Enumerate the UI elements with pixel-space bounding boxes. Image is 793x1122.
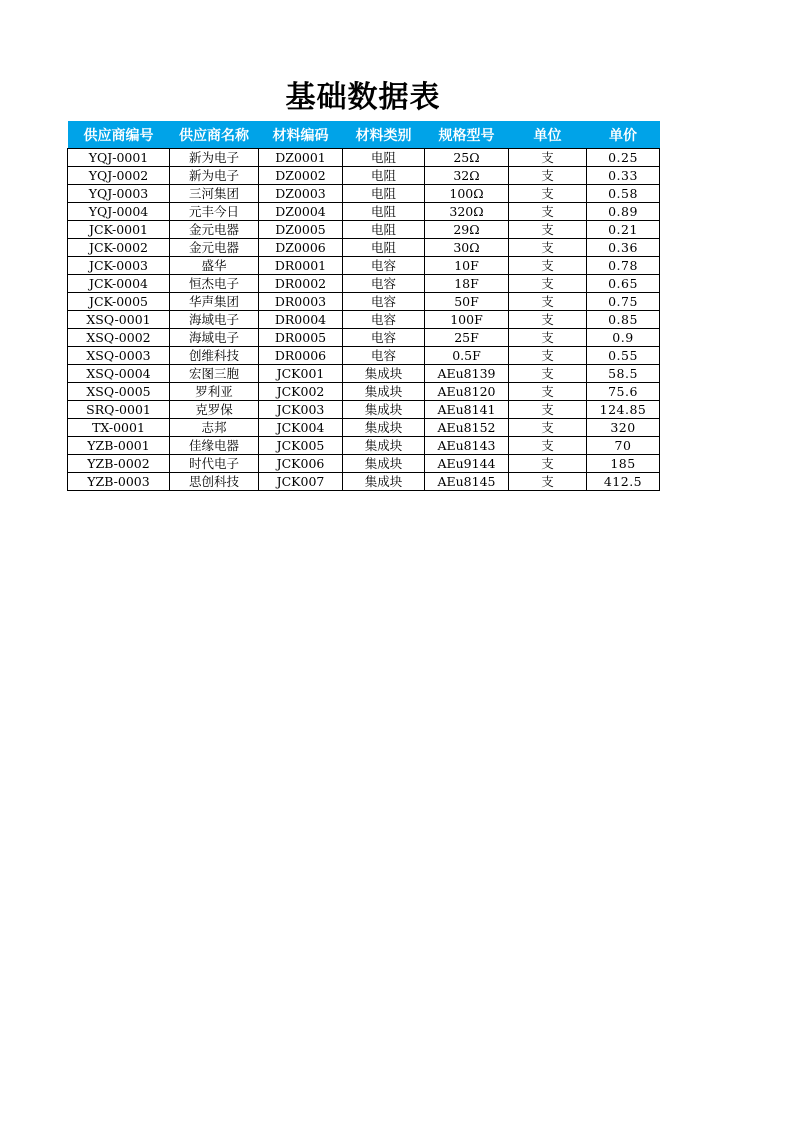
table-row: [68, 239, 660, 257]
material-category-cell: 电容: [343, 257, 425, 275]
supplier-name-cell: 创维科技: [170, 347, 259, 365]
unit-cell: 支: [509, 203, 587, 221]
material-code-cell: JCK002: [259, 383, 343, 401]
header-unit-price: 单价: [587, 121, 660, 149]
table-row: [68, 221, 660, 239]
table-row: [68, 383, 660, 401]
unit-price-cell: 0.75: [587, 293, 660, 311]
supplier-name-cell: 新为电子: [170, 167, 259, 185]
material-category-cell: 电容: [343, 311, 425, 329]
table-row: [68, 311, 660, 329]
table-row: [68, 347, 660, 365]
supplier-name-cell: 元丰今日: [170, 203, 259, 221]
supplier-name-cell: 宏图三胞: [170, 365, 259, 383]
unit-price-cell: 0.78: [587, 257, 660, 275]
unit-cell: 支: [509, 329, 587, 347]
material-category-cell: 电阻: [343, 239, 425, 257]
supplier-name-cell: 华声集团: [170, 293, 259, 311]
spec-model-cell: 30Ω: [425, 239, 509, 257]
supplier-name-cell: 恒杰电子: [170, 275, 259, 293]
supplier-name-cell: 三河集团: [170, 185, 259, 203]
material-category-cell: 电容: [343, 275, 425, 293]
material-category-cell: 集成块: [343, 455, 425, 473]
spec-model-cell: AEu9144: [425, 455, 509, 473]
supplier-id-cell: XSQ-0005: [68, 383, 170, 401]
material-code-cell: DZ0003: [259, 185, 343, 203]
unit-price-cell: 0.55: [587, 347, 660, 365]
unit-price-cell: 124.85: [587, 401, 660, 419]
spec-model-cell: 0.5F: [425, 347, 509, 365]
supplier-id-cell: XSQ-0003: [68, 347, 170, 365]
unit-price-cell: 0.89: [587, 203, 660, 221]
spec-model-cell: 50F: [425, 293, 509, 311]
table-row: [68, 203, 660, 221]
unit-cell: 支: [509, 167, 587, 185]
material-code-cell: DZ0002: [259, 167, 343, 185]
unit-cell: 支: [509, 149, 587, 167]
material-category-cell: 集成块: [343, 401, 425, 419]
unit-price-cell: 0.25: [587, 149, 660, 167]
supplier-name-cell: 海域电子: [170, 311, 259, 329]
unit-price-cell: 0.33: [587, 167, 660, 185]
material-code-cell: DR0006: [259, 347, 343, 365]
unit-cell: 支: [509, 419, 587, 437]
unit-cell: 支: [509, 473, 587, 491]
supplier-id-cell: YZB-0003: [68, 473, 170, 491]
supplier-name-cell: 罗利亚: [170, 383, 259, 401]
material-category-cell: 电阻: [343, 185, 425, 203]
unit-price-cell: 70: [587, 437, 660, 455]
material-category-cell: 集成块: [343, 437, 425, 455]
supplier-name-cell: 佳缘电器: [170, 437, 259, 455]
header-material-code: 材料编码: [259, 121, 343, 149]
table-row: [68, 437, 660, 455]
material-code-cell: JCK005: [259, 437, 343, 455]
table-row: [68, 401, 660, 419]
supplier-id-cell: TX-0001: [68, 419, 170, 437]
spec-model-cell: AEu8143: [425, 437, 509, 455]
supplier-name-cell: 时代电子: [170, 455, 259, 473]
spec-model-cell: 10F: [425, 257, 509, 275]
supplier-id-cell: YZB-0001: [68, 437, 170, 455]
unit-price-cell: 58.5: [587, 365, 660, 383]
unit-price-cell: 0.9: [587, 329, 660, 347]
supplier-id-cell: JCK-0001: [68, 221, 170, 239]
unit-cell: 支: [509, 437, 587, 455]
supplier-id-cell: XSQ-0001: [68, 311, 170, 329]
supplier-id-cell: JCK-0003: [68, 257, 170, 275]
spec-model-cell: 18F: [425, 275, 509, 293]
spec-model-cell: AEu8141: [425, 401, 509, 419]
supplier-name-cell: 金元电器: [170, 239, 259, 257]
supplier-id-cell: YQJ-0001: [68, 149, 170, 167]
supplier-name-cell: 盛华: [170, 257, 259, 275]
material-code-cell: DZ0004: [259, 203, 343, 221]
spec-model-cell: AEu8139: [425, 365, 509, 383]
material-code-cell: DR0003: [259, 293, 343, 311]
material-code-cell: DZ0006: [259, 239, 343, 257]
page-title: 基础数据表: [285, 80, 441, 115]
spec-model-cell: AEu8152: [425, 419, 509, 437]
supplier-id-cell: YZB-0002: [68, 455, 170, 473]
unit-cell: 支: [509, 383, 587, 401]
material-code-cell: JCK004: [259, 419, 343, 437]
unit-cell: 支: [509, 257, 587, 275]
unit-cell: 支: [509, 185, 587, 203]
unit-cell: 支: [509, 401, 587, 419]
unit-price-cell: 320: [587, 419, 660, 437]
supplier-name-cell: 海域电子: [170, 329, 259, 347]
spec-model-cell: 32Ω: [425, 167, 509, 185]
spec-model-cell: 100F: [425, 311, 509, 329]
spec-model-cell: 25F: [425, 329, 509, 347]
header-material-category: 材料类别: [343, 121, 425, 149]
table-row: [68, 275, 660, 293]
supplier-id-cell: SRQ-0001: [68, 401, 170, 419]
material-code-cell: DR0005: [259, 329, 343, 347]
supplier-name-cell: 金元电器: [170, 221, 259, 239]
material-category-cell: 集成块: [343, 383, 425, 401]
unit-cell: 支: [509, 275, 587, 293]
table-row: [68, 167, 660, 185]
data-table: [67, 121, 660, 491]
unit-price-cell: 0.58: [587, 185, 660, 203]
header-supplier-id: 供应商编号: [68, 121, 170, 149]
table-row: [68, 455, 660, 473]
unit-price-cell: 185: [587, 455, 660, 473]
supplier-name-cell: 新为电子: [170, 149, 259, 167]
supplier-name-cell: 克罗保: [170, 401, 259, 419]
supplier-id-cell: JCK-0002: [68, 239, 170, 257]
spec-model-cell: 29Ω: [425, 221, 509, 239]
table-row: [68, 293, 660, 311]
unit-cell: 支: [509, 293, 587, 311]
header-spec-model: 规格型号: [425, 121, 509, 149]
unit-price-cell: 0.36: [587, 239, 660, 257]
material-code-cell: JCK006: [259, 455, 343, 473]
material-code-cell: DR0002: [259, 275, 343, 293]
supplier-id-cell: JCK-0004: [68, 275, 170, 293]
material-category-cell: 电阻: [343, 149, 425, 167]
unit-cell: 支: [509, 239, 587, 257]
material-code-cell: DR0001: [259, 257, 343, 275]
unit-cell: 支: [509, 455, 587, 473]
table-row: [68, 185, 660, 203]
material-code-cell: JCK001: [259, 365, 343, 383]
material-category-cell: 集成块: [343, 473, 425, 491]
table-row: [68, 365, 660, 383]
spec-model-cell: AEu8120: [425, 383, 509, 401]
header-unit: 单位: [509, 121, 587, 149]
material-category-cell: 集成块: [343, 419, 425, 437]
unit-cell: 支: [509, 347, 587, 365]
unit-price-cell: 0.21: [587, 221, 660, 239]
table-row: [68, 419, 660, 437]
material-category-cell: 电容: [343, 347, 425, 365]
material-category-cell: 电阻: [343, 167, 425, 185]
spec-model-cell: AEu8145: [425, 473, 509, 491]
material-code-cell: DZ0005: [259, 221, 343, 239]
material-code-cell: DZ0001: [259, 149, 343, 167]
material-category-cell: 电阻: [343, 203, 425, 221]
unit-cell: 支: [509, 311, 587, 329]
spec-model-cell: 320Ω: [425, 203, 509, 221]
material-category-cell: 电容: [343, 293, 425, 311]
spec-model-cell: 100Ω: [425, 185, 509, 203]
material-code-cell: DR0004: [259, 311, 343, 329]
supplier-id-cell: YQJ-0004: [68, 203, 170, 221]
supplier-name-cell: 思创科技: [170, 473, 259, 491]
material-category-cell: 集成块: [343, 365, 425, 383]
header-supplier-name: 供应商名称: [170, 121, 259, 149]
spec-model-cell: 25Ω: [425, 149, 509, 167]
unit-cell: 支: [509, 365, 587, 383]
unit-price-cell: 412.5: [587, 473, 660, 491]
material-code-cell: JCK003: [259, 401, 343, 419]
supplier-id-cell: XSQ-0002: [68, 329, 170, 347]
table-row: [68, 473, 660, 491]
supplier-id-cell: JCK-0005: [68, 293, 170, 311]
material-category-cell: 电阻: [343, 221, 425, 239]
header-row: [68, 121, 660, 149]
unit-price-cell: 75.6: [587, 383, 660, 401]
supplier-id-cell: YQJ-0003: [68, 185, 170, 203]
unit-cell: 支: [509, 221, 587, 239]
material-category-cell: 电容: [343, 329, 425, 347]
supplier-name-cell: 志邦: [170, 419, 259, 437]
unit-price-cell: 0.65: [587, 275, 660, 293]
supplier-id-cell: YQJ-0002: [68, 167, 170, 185]
table-row: [68, 149, 660, 167]
material-code-cell: JCK007: [259, 473, 343, 491]
supplier-id-cell: XSQ-0004: [68, 365, 170, 383]
table-row: [68, 329, 660, 347]
unit-price-cell: 0.85: [587, 311, 660, 329]
table-row: [68, 257, 660, 275]
